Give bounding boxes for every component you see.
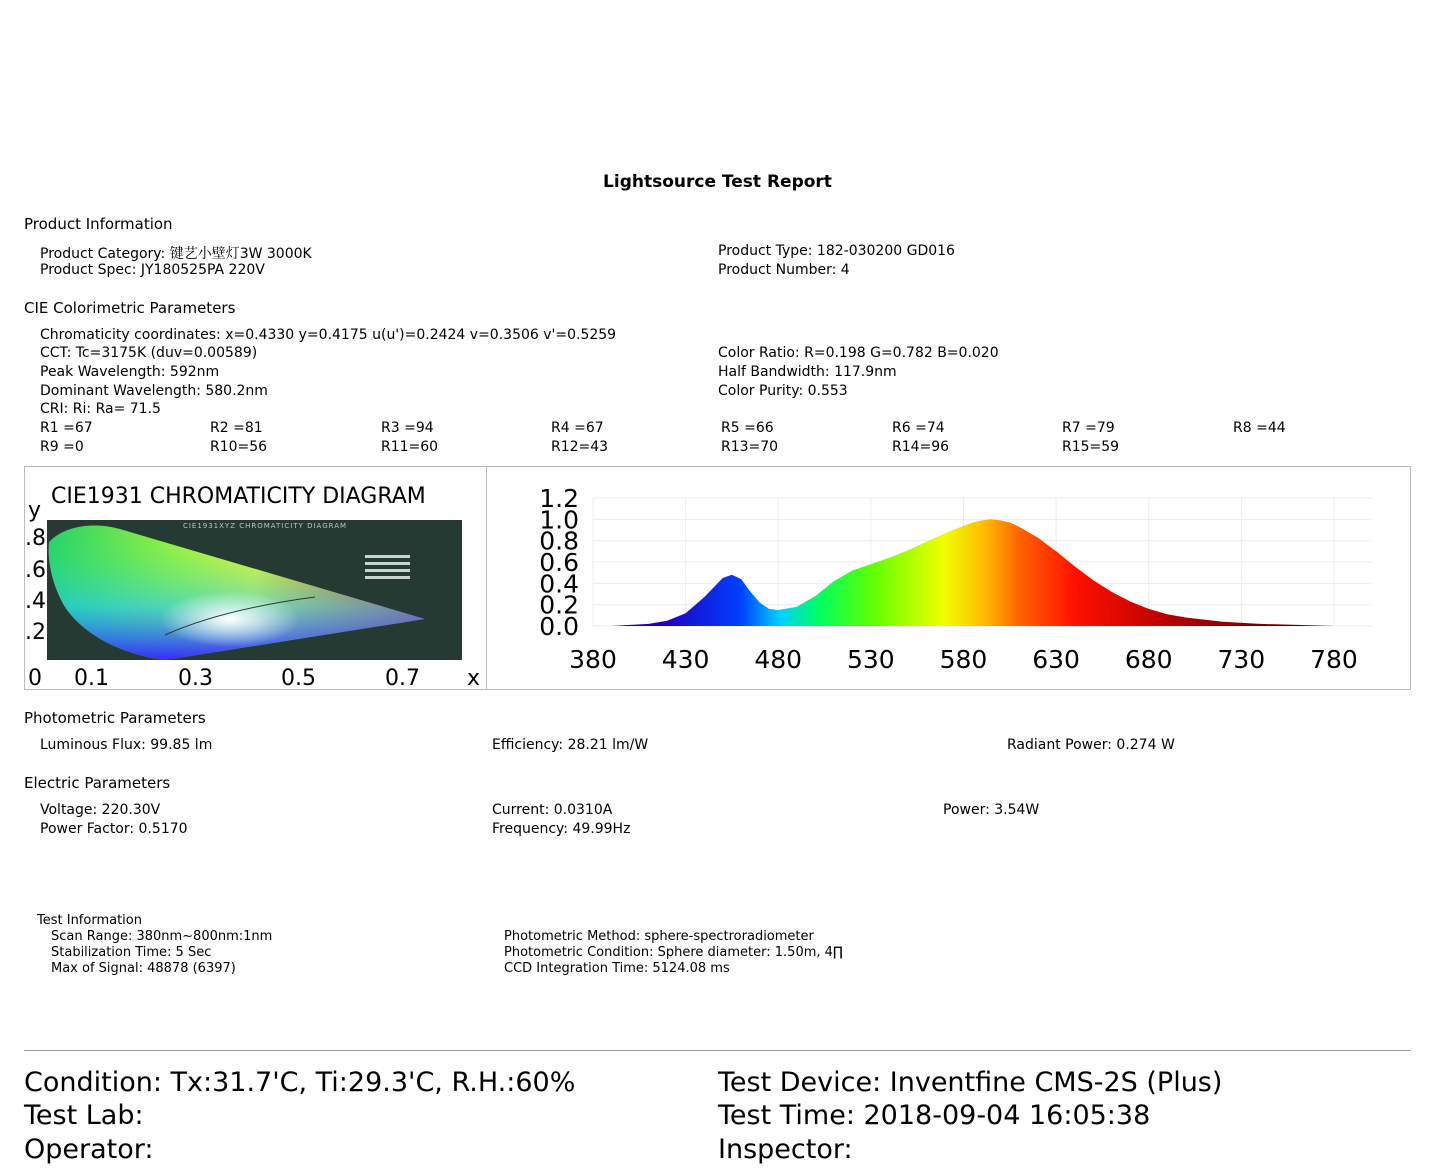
- cie-y-tick: .6: [25, 558, 46, 583]
- spectrum-chart: [488, 467, 1410, 689]
- spectrum-y-tick: 1.2: [539, 484, 579, 513]
- spectrum-x-tick: 580: [939, 645, 988, 674]
- frequency: Frequency: 49.99Hz: [492, 821, 631, 837]
- cie-y-tick: .2: [25, 620, 46, 645]
- r-value-15: R15=59: [1062, 439, 1120, 455]
- photometric-method: Photometric Method: sphere-spectroradiometer: [504, 929, 814, 944]
- cie-y-tick: .8: [25, 526, 46, 551]
- r-value-12: R12=43: [551, 439, 609, 455]
- r-value-4: R4 =67: [551, 420, 604, 436]
- color-ratio: Color Ratio: R=0.198 G=0.782 B=0.020: [718, 345, 999, 361]
- cie-inner-title: CIE1931XYZ CHROMATICITY DIAGRAM: [182, 522, 348, 530]
- footer-test-time: Test Time: 2018-09-04 16:05:38: [718, 1100, 1151, 1131]
- color-purity: Color Purity: 0.553: [718, 383, 848, 399]
- cie-diagram: [25, 467, 485, 689]
- cie-diagram-title: CIE1931 CHROMATICITY DIAGRAM: [51, 484, 426, 509]
- cie-x-tick: 0.7: [385, 666, 420, 689]
- half-bandwidth: Half Bandwidth: 117.9nm: [718, 364, 897, 380]
- cri: CRI: Ri: Ra= 71.5: [40, 401, 161, 417]
- cie-x-tick: 0.3: [178, 666, 213, 689]
- photometric-condition: Photometric Condition: Sphere diameter: 1.50m, 4∏: [504, 945, 843, 960]
- cie-heading: CIE Colorimetric Parameters: [24, 299, 236, 317]
- peak-wavelength: Peak Wavelength: 592nm: [40, 364, 220, 380]
- power-factor: Power Factor: 0.5170: [40, 821, 188, 837]
- spectrum-y-tick: 0.2: [539, 590, 579, 620]
- cie-y-label: y: [28, 498, 42, 523]
- r-value-14: R14=96: [892, 439, 950, 455]
- spectrum-y-tick: 0.6: [539, 548, 579, 577]
- cie-x-ticks: [28, 666, 420, 689]
- r-value-7: R7 =79: [1062, 420, 1115, 436]
- cie-x-label: x: [467, 666, 481, 689]
- footer-inspector: Inspector:: [718, 1134, 853, 1165]
- r-value-9: R9 =0: [40, 439, 84, 455]
- r-value-8: R8 =44: [1233, 420, 1286, 436]
- r-value-2: R2 =81: [210, 420, 263, 436]
- r-value-3: R3 =94: [381, 420, 434, 436]
- footer-test-device: Test Device: Inventfine CMS-2S (Plus): [718, 1067, 1223, 1098]
- footer-test-lab: Test Lab:: [24, 1100, 144, 1131]
- current: Current: 0.0310A: [492, 802, 613, 818]
- cie-y-ticks: [25, 526, 46, 645]
- r-value-13: R13=70: [721, 439, 779, 455]
- max-signal: Max of Signal: 48878 (6397): [51, 961, 236, 976]
- spectrum-y-tick: 0.8: [539, 526, 579, 556]
- r-value-6: R6 =74: [892, 420, 945, 436]
- product-number: Product Number: 4: [718, 262, 850, 278]
- spectrum-x-tick: 480: [754, 645, 803, 674]
- spectrum-x-tick: 680: [1124, 645, 1173, 674]
- footer-operator: Operator:: [24, 1134, 154, 1165]
- spectrum-y-tick: 0.0: [539, 612, 579, 641]
- spectrum-x-tick: 730: [1217, 645, 1266, 674]
- voltage: Voltage: 220.30V: [40, 802, 161, 818]
- spectrum-x-tick: 530: [846, 645, 895, 674]
- spectrum-y-tick: 0.4: [539, 569, 579, 599]
- r-value-1: R1 =67: [40, 420, 93, 436]
- chromaticity-coordinates: Chromaticity coordinates: x=0.4330 y=0.4175 u(u')=0.2424 v=0.3506 v'=0.5259: [40, 327, 617, 343]
- spectrum-x-ticks: [569, 645, 1358, 674]
- chart-divider: [486, 466, 487, 690]
- product-type: Product Type: 182-030200 GD016: [718, 243, 955, 259]
- spectrum-y-tick: 1.0: [539, 505, 579, 535]
- spectrum-y-ticks: [539, 484, 579, 641]
- scan-range: Scan Range: 380nm~800nm:1nm: [51, 929, 273, 944]
- power: Power: 3.54W: [943, 802, 1040, 818]
- cie-y-tick: .4: [25, 589, 46, 614]
- r-value-10: R10=56: [210, 439, 268, 455]
- r-value-11: R11=60: [381, 439, 439, 455]
- test-info-heading: Test Information: [37, 913, 142, 928]
- footer-rule: [24, 1050, 1411, 1051]
- spectrum-x-tick: 630: [1032, 645, 1080, 674]
- cie-white-point: [160, 591, 300, 647]
- spectrum-x-tick: 380: [569, 645, 617, 674]
- footer-condition: Condition: Tx:31.7'C, Ti:29.3'C, R.H.:60%: [24, 1067, 576, 1098]
- r-value-5: R5 =66: [721, 420, 774, 436]
- stabilization-time: Stabilization Time: 5 Sec: [51, 945, 212, 960]
- cie-x-tick: 0: [28, 666, 42, 689]
- cie-x-tick: 0.1: [74, 666, 109, 689]
- electric-heading: Electric Parameters: [24, 774, 171, 792]
- spectrum-x-tick: 780: [1310, 645, 1358, 674]
- spectrum-x-tick: 430: [661, 645, 710, 674]
- efficiency: Efficiency: 28.21 lm/W: [492, 737, 649, 753]
- radiant-power: Radiant Power: 0.274 W: [1007, 737, 1175, 753]
- ccd-integration-time: CCD Integration Time: 5124.08 ms: [504, 961, 730, 976]
- cie-x-tick: 0.5: [281, 666, 316, 689]
- product-category: Product Category: 键艺小壁灯3W 3000K: [40, 246, 312, 262]
- cct: CCT: Tc=3175K (duv=0.00589): [40, 345, 258, 361]
- product-info-heading: Product Information: [24, 215, 173, 233]
- spectrum-area: [593, 519, 1371, 626]
- report-title: Lightsource Test Report: [603, 172, 832, 192]
- luminous-flux: Luminous Flux: 99.85 lm: [40, 737, 213, 753]
- dominant-wavelength: Dominant Wavelength: 580.2nm: [40, 383, 268, 399]
- product-spec: Product Spec: JY180525PA 220V: [40, 262, 265, 278]
- photometric-heading: Photometric Parameters: [24, 709, 206, 727]
